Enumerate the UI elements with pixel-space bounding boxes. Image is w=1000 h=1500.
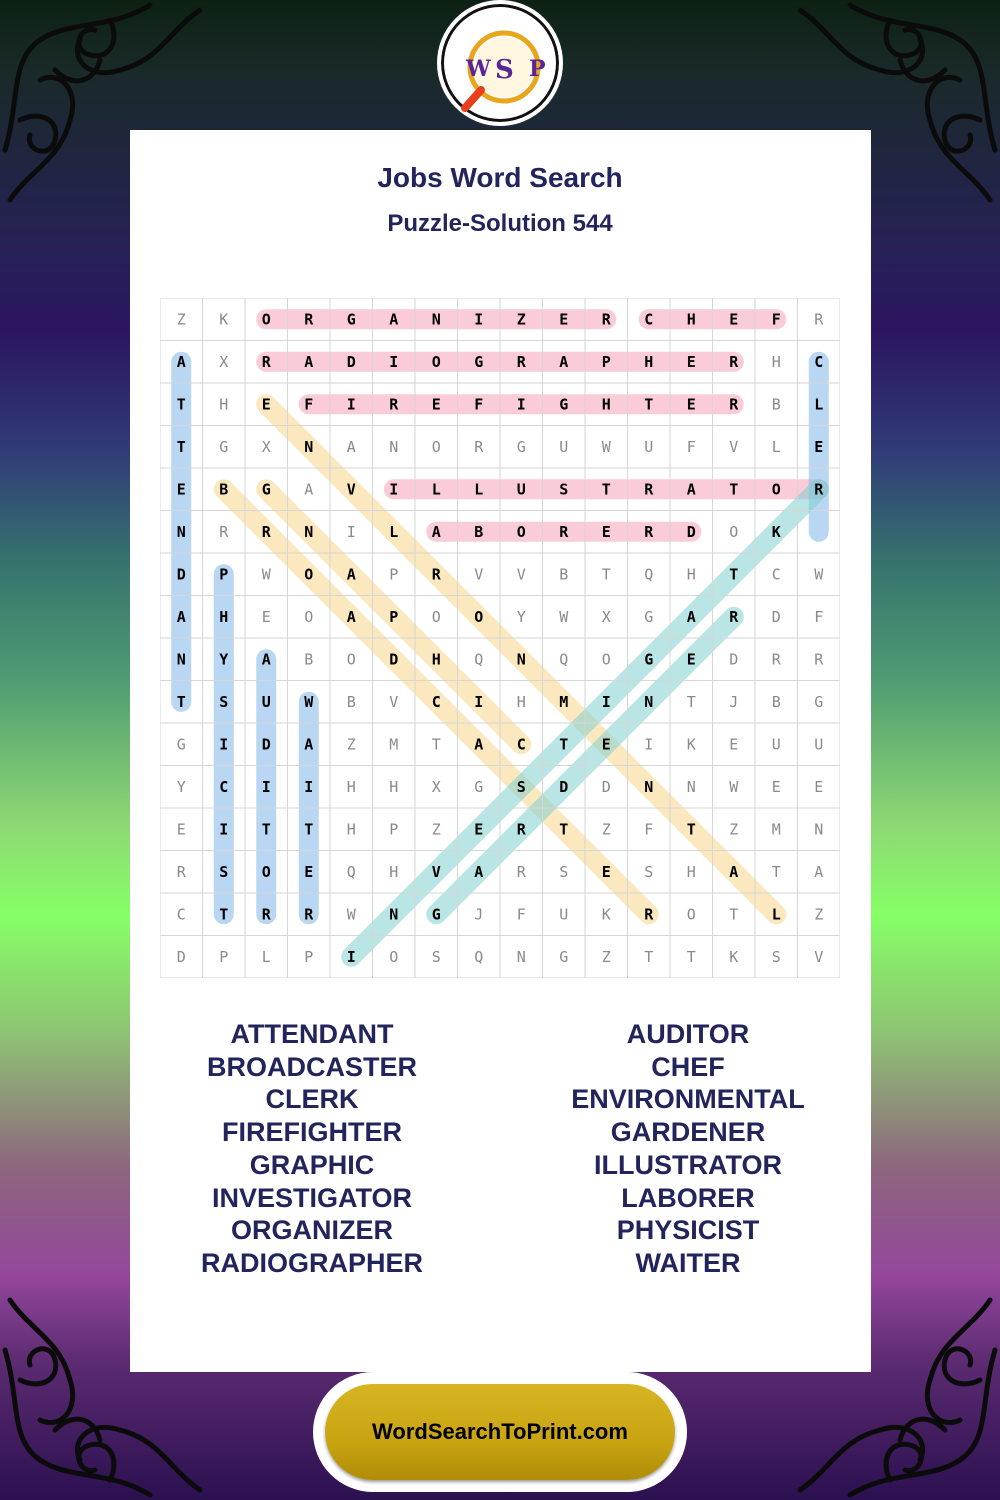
grid-cell[interactable]: S	[559, 862, 569, 881]
grid-cell[interactable]: E	[729, 310, 739, 329]
grid-cell[interactable]: E	[686, 352, 696, 371]
grid-cell[interactable]: F	[304, 395, 314, 414]
grid-cell[interactable]: W	[601, 437, 611, 456]
grid-cell[interactable]: G	[474, 777, 484, 796]
word-item: ILLUSTRATOR	[594, 1149, 782, 1180]
grid-cell[interactable]: N	[304, 522, 314, 541]
grid-cell[interactable]: D	[771, 607, 781, 626]
grid-cell[interactable]: R	[261, 352, 271, 371]
grid-cell[interactable]: N	[814, 820, 824, 839]
grid-cell[interactable]: U	[261, 692, 271, 711]
grid-cell[interactable]: D	[559, 777, 569, 796]
grid-cell[interactable]: G	[559, 395, 569, 414]
grid-cell[interactable]: E	[176, 480, 186, 499]
grid-cell[interactable]: S	[771, 947, 781, 966]
grid-cell[interactable]: A	[346, 437, 356, 456]
grid-cell[interactable]: O	[261, 862, 271, 881]
grid-cell[interactable]: B	[474, 522, 484, 541]
grid-cell[interactable]: I	[644, 735, 654, 754]
word-item: GARDENER	[610, 1117, 766, 1148]
grid-cell[interactable]: L	[389, 522, 399, 541]
grid-cell[interactable]: B	[771, 395, 781, 414]
word-item: CHEF	[651, 1051, 725, 1082]
grid-cell[interactable]: T	[729, 905, 739, 924]
grid-cell[interactable]: E	[771, 777, 781, 796]
grid-cell[interactable]: X	[219, 352, 229, 371]
grid-cell[interactable]: F	[686, 437, 696, 456]
grid-cell[interactable]: G	[474, 352, 484, 371]
grid-cell[interactable]: P	[219, 947, 229, 966]
grid-cell[interactable]: N	[389, 905, 399, 924]
puzzle-title: Jobs Word Search	[377, 162, 623, 193]
grid-cell[interactable]: V	[389, 692, 399, 711]
grid-cell[interactable]: A	[814, 862, 824, 881]
grid-cell[interactable]: T	[729, 565, 739, 584]
grid-cell[interactable]: G	[559, 947, 569, 966]
grid-cell[interactable]: G	[346, 310, 356, 329]
grid-cell[interactable]: O	[389, 947, 399, 966]
grid-cell[interactable]: N	[389, 437, 399, 456]
grid-cell[interactable]: H	[346, 820, 356, 839]
grid-cell[interactable]: N	[516, 947, 526, 966]
word-item: LABORER	[621, 1182, 755, 1213]
grid-cell[interactable]: N	[431, 310, 441, 329]
word-item: GRAPHIC	[249, 1149, 375, 1180]
grid-cell[interactable]: O	[516, 522, 526, 541]
grid-cell[interactable]: T	[601, 565, 611, 584]
grid-cell[interactable]: D	[176, 565, 186, 584]
grid-cell[interactable]: D	[729, 650, 739, 669]
grid-cell[interactable]: I	[474, 692, 484, 711]
grid-cell[interactable]: W	[729, 777, 739, 796]
grid-cell[interactable]: N	[304, 437, 314, 456]
grid-cell[interactable]: I	[389, 352, 399, 371]
word-item: INVESTIGATOR	[211, 1182, 413, 1213]
grid-cell[interactable]: J	[729, 692, 739, 711]
grid-cell[interactable]: K	[601, 905, 611, 924]
grid-cell[interactable]: I	[261, 777, 271, 796]
grid-cell[interactable]: W	[346, 905, 356, 924]
grid-cell[interactable]: Y	[219, 650, 229, 669]
grid-cell[interactable]: L	[474, 480, 484, 499]
grid-cell[interactable]: C	[431, 692, 441, 711]
grid-cell[interactable]: K	[771, 522, 781, 541]
grid-cell[interactable]: W	[559, 607, 569, 626]
site-link-text: WordSearchToPrint.com	[372, 1419, 628, 1444]
grid-cell[interactable]: F	[644, 820, 654, 839]
grid-cell[interactable]: T	[644, 395, 654, 414]
grid-cell[interactable]: Q	[644, 565, 654, 584]
grid-cell[interactable]: K	[729, 947, 739, 966]
grid-cell[interactable]: E	[559, 310, 569, 329]
grid-cell[interactable]: R	[516, 352, 526, 371]
grid-cell[interactable]: X	[261, 437, 271, 456]
grid-cell[interactable]: O	[261, 310, 271, 329]
grid-cell[interactable]: T	[686, 820, 696, 839]
grid-cell[interactable]: C	[771, 565, 781, 584]
grid-cell[interactable]: R	[814, 310, 824, 329]
grid-cell[interactable]: Q	[474, 947, 484, 966]
grid-cell[interactable]: C	[516, 735, 526, 754]
grid-cell[interactable]: G	[814, 692, 824, 711]
grid-cell[interactable]: E	[474, 820, 484, 839]
grid-cell[interactable]: G	[644, 650, 654, 669]
word-list-left	[132, 1018, 492, 1280]
logo-letter-s: S	[495, 55, 514, 85]
grid-cell[interactable]: N	[644, 692, 654, 711]
grid-cell[interactable]: S	[516, 777, 526, 796]
grid-cell[interactable]: O	[431, 607, 441, 626]
grid-cell[interactable]: K	[686, 735, 696, 754]
grid-cell[interactable]: G	[431, 905, 441, 924]
grid-cell[interactable]: V	[474, 565, 484, 584]
grid-cell[interactable]: H	[346, 777, 356, 796]
grid-cell[interactable]: Z	[601, 947, 611, 966]
grid-cell[interactable]: G	[644, 607, 654, 626]
grid-cell[interactable]: Z	[346, 735, 356, 754]
grid-cell[interactable]: Q	[346, 862, 356, 881]
grid-cell[interactable]: I	[219, 820, 229, 839]
grid-cell[interactable]: I	[516, 395, 526, 414]
grid-cell[interactable]: M	[771, 820, 781, 839]
grid-cell[interactable]: R	[389, 395, 399, 414]
grid-cell[interactable]: R	[516, 862, 526, 881]
grid-cell[interactable]: H	[686, 565, 696, 584]
grid-cell[interactable]: U	[559, 905, 569, 924]
grid-cell[interactable]: N	[686, 777, 696, 796]
grid-cell[interactable]: T	[559, 820, 569, 839]
word-item: WAITER	[635, 1247, 741, 1278]
grid-cell[interactable]: A	[474, 862, 484, 881]
grid-cell[interactable]: S	[559, 480, 569, 499]
grid-cell[interactable]: G	[219, 437, 229, 456]
grid-cell[interactable]: A	[346, 565, 356, 584]
grid-cell[interactable]: E	[686, 650, 696, 669]
grid-cell[interactable]: Y	[516, 607, 526, 626]
grid-cell[interactable]: L	[431, 480, 441, 499]
grid-cell[interactable]: R	[261, 905, 271, 924]
grid-cell[interactable]: U	[559, 437, 569, 456]
grid-cell[interactable]: R	[771, 650, 781, 669]
logo-letter-p: P	[529, 56, 546, 82]
magnifier-handle-icon	[465, 90, 481, 108]
grid-cell[interactable]: L	[771, 905, 781, 924]
word-item: CLERK	[265, 1084, 359, 1115]
grid-cell[interactable]: R	[729, 352, 739, 371]
grid-cell[interactable]: T	[771, 862, 781, 881]
grid-cell[interactable]: T	[176, 395, 186, 414]
grid-cell[interactable]: I	[346, 947, 356, 966]
grid-cell[interactable]: V	[729, 437, 739, 456]
grid-cell[interactable]: F	[771, 310, 781, 329]
grid-cell[interactable]: T	[686, 947, 696, 966]
grid-cell[interactable]: A	[176, 607, 186, 626]
grid-cell[interactable]: R	[304, 310, 314, 329]
grid-cell[interactable]: H	[389, 862, 399, 881]
grid-cell[interactable]: E	[729, 735, 739, 754]
grid-cell[interactable]: O	[601, 650, 611, 669]
grid-cell[interactable]: D	[261, 735, 271, 754]
grid-cell[interactable]: T	[559, 735, 569, 754]
grid-cell[interactable]: T	[304, 820, 314, 839]
grid-cell[interactable]: H	[771, 352, 781, 371]
grid-cell[interactable]: O	[431, 437, 441, 456]
grid-cell[interactable]: T	[176, 692, 186, 711]
grid-cell[interactable]: S	[219, 862, 229, 881]
grid-cell[interactable]: C	[644, 310, 654, 329]
grid-cell[interactable]: A	[176, 352, 186, 371]
grid-cell[interactable]: R	[644, 905, 654, 924]
grid-cell[interactable]: I	[346, 522, 356, 541]
grid-cell[interactable]: T	[176, 437, 186, 456]
grid-cell[interactable]: T	[644, 947, 654, 966]
grid-cell[interactable]: B	[559, 565, 569, 584]
word-item: AUDITOR	[626, 1019, 750, 1049]
grid-cell[interactable]: V	[346, 480, 356, 499]
grid-cell[interactable]: P	[389, 607, 399, 626]
grid-cell[interactable]: R	[261, 522, 271, 541]
grid-cell[interactable]: A	[346, 607, 356, 626]
site-link-button[interactable]	[325, 1384, 675, 1480]
grid-cell[interactable]: D	[176, 947, 186, 966]
word-item: ENVIRONMENTAL	[571, 1084, 805, 1115]
wsp-logo[interactable]	[437, 0, 563, 126]
grid-cell[interactable]: R	[601, 310, 611, 329]
grid-cell[interactable]: R	[559, 522, 569, 541]
grid-cell[interactable]: B	[346, 692, 356, 711]
grid-cell[interactable]: E	[304, 862, 314, 881]
grid-cell[interactable]: K	[219, 310, 229, 329]
grid-cell[interactable]: N	[516, 650, 526, 669]
grid-cell[interactable]: T	[219, 905, 229, 924]
grid-cell[interactable]: E	[686, 395, 696, 414]
grid-cell[interactable]: S	[644, 862, 654, 881]
word-item: ORGANIZER	[231, 1215, 393, 1246]
grid-cell[interactable]: W	[261, 565, 271, 584]
grid-cell[interactable]: O	[346, 650, 356, 669]
grid-cell[interactable]: T	[686, 692, 696, 711]
grid-cell[interactable]: R	[644, 522, 654, 541]
grid-cell[interactable]: R	[644, 480, 654, 499]
grid-cell[interactable]: Z	[176, 310, 186, 329]
grid-cell[interactable]: E	[601, 862, 611, 881]
grid-cell[interactable]: P	[304, 947, 314, 966]
grid-cell[interactable]: H	[644, 352, 654, 371]
grid-cell[interactable]: O	[729, 522, 739, 541]
grid-cell[interactable]: B	[304, 650, 314, 669]
grid-cell[interactable]: O	[474, 607, 484, 626]
grid-cell[interactable]: Z	[729, 820, 739, 839]
grid-cell[interactable]: N	[644, 777, 654, 796]
grid-cell[interactable]: A	[304, 352, 314, 371]
grid-cell[interactable]: A	[559, 352, 569, 371]
grid-cell[interactable]: T	[431, 735, 441, 754]
grid-cell[interactable]: A	[474, 735, 484, 754]
grid-cell[interactable]: R	[516, 820, 526, 839]
word-item: RADIOGRAPHER	[200, 1247, 423, 1278]
grid-cell[interactable]: Y	[176, 777, 186, 796]
grid-cell[interactable]: R	[814, 650, 824, 669]
grid-cell[interactable]: P	[601, 352, 611, 371]
grid-cell[interactable]: U	[771, 735, 781, 754]
word-list-right	[508, 1018, 868, 1280]
grid-cell[interactable]: E	[176, 820, 186, 839]
grid-cell[interactable]: A	[389, 310, 399, 329]
grid-cell[interactable]: R	[431, 565, 441, 584]
grid-cell[interactable]: G	[176, 735, 186, 754]
grid-cell[interactable]: B	[219, 480, 229, 499]
grid-cell[interactable]: U	[814, 735, 824, 754]
grid-cell[interactable]: D	[686, 522, 696, 541]
grid-cell[interactable]: I	[389, 480, 399, 499]
grid-cell[interactable]: I	[474, 310, 484, 329]
grid-cell[interactable]: Z	[516, 310, 526, 329]
grid-cell[interactable]: B	[771, 692, 781, 711]
grid-cell[interactable]: R	[304, 905, 314, 924]
grid-cell[interactable]: F	[814, 607, 824, 626]
grid-cell[interactable]: I	[601, 692, 611, 711]
grid-cell[interactable]: D	[601, 777, 611, 796]
grid-cell[interactable]: T	[601, 480, 611, 499]
word-item: ATTENDANT	[230, 1019, 394, 1049]
grid-cell[interactable]: L	[814, 395, 824, 414]
grid-cell[interactable]: Z	[814, 905, 824, 924]
grid-cell[interactable]: C	[176, 905, 186, 924]
grid-cell[interactable]: O	[304, 607, 314, 626]
grid-cell[interactable]: C	[814, 352, 824, 371]
grid-cell[interactable]: D	[389, 650, 399, 669]
grid-cell[interactable]: T	[729, 480, 739, 499]
grid-cell[interactable]: E	[601, 735, 611, 754]
grid-cell[interactable]: H	[601, 395, 611, 414]
grid-cell[interactable]: N	[176, 522, 186, 541]
word-item: FIREFIGHTER	[222, 1117, 402, 1148]
grid-cell[interactable]: D	[346, 352, 356, 371]
word-item: PHYSICIST	[616, 1215, 760, 1246]
word-search-grid[interactable]	[160, 298, 840, 978]
grid-cell[interactable]: T	[261, 820, 271, 839]
grid-cell[interactable]: C	[219, 777, 229, 796]
grid-cell[interactable]: U	[516, 480, 526, 499]
grid-cell[interactable]: H	[686, 862, 696, 881]
grid-cell[interactable]: J	[474, 905, 484, 924]
grid-cell[interactable]: F	[474, 395, 484, 414]
grid-cell[interactable]: Q	[559, 650, 569, 669]
grid-cell[interactable]: M	[559, 692, 569, 711]
grid-cell[interactable]: G	[261, 480, 271, 499]
grid-cell[interactable]: R	[474, 437, 484, 456]
grid-cell[interactable]: S	[431, 947, 441, 966]
grid-cell[interactable]: M	[389, 735, 399, 754]
grid-cell[interactable]: E	[431, 395, 441, 414]
grid-cell[interactable]: W	[304, 692, 314, 711]
grid-cell[interactable]: L	[771, 437, 781, 456]
grid-cell[interactable]: O	[431, 352, 441, 371]
grid-cell[interactable]: P	[389, 565, 399, 584]
grid-cell[interactable]: A	[304, 480, 314, 499]
puzzle-subtitle: Puzzle-Solution 544	[387, 210, 613, 237]
grid-cell[interactable]: P	[389, 820, 399, 839]
grid-cell[interactable]: Z	[601, 820, 611, 839]
word-item: BROADCASTER	[206, 1051, 417, 1082]
grid-cell[interactable]: Q	[474, 650, 484, 669]
grid-cell[interactable]: R	[729, 395, 739, 414]
grid-cell[interactable]: H	[686, 310, 696, 329]
grid-cell[interactable]: G	[516, 437, 526, 456]
grid-cell[interactable]: U	[644, 437, 654, 456]
grid-cell[interactable]: P	[219, 565, 229, 584]
grid-cell[interactable]: E	[814, 437, 824, 456]
grid-cell[interactable]: I	[346, 395, 356, 414]
grid-cell[interactable]: O	[304, 565, 314, 584]
grid-cell[interactable]: I	[219, 735, 229, 754]
grid-cell[interactable]: A	[304, 735, 314, 754]
grid-cell[interactable]: R	[814, 480, 824, 499]
grid-cell[interactable]: H	[219, 607, 229, 626]
grid-cell[interactable]: E	[601, 522, 611, 541]
grid-cell[interactable]: W	[814, 565, 824, 584]
grid-cell[interactable]: H	[431, 650, 441, 669]
grid-cell[interactable]: A	[686, 480, 696, 499]
grid-cell[interactable]: R	[176, 862, 186, 881]
grid-cell[interactable]: X	[431, 777, 441, 796]
grid-cell[interactable]: O	[771, 480, 781, 499]
grid-cell[interactable]: R	[729, 607, 739, 626]
grid-cell[interactable]: O	[686, 905, 696, 924]
grid-cell[interactable]: X	[601, 607, 611, 626]
grid-cell[interactable]: E	[814, 777, 824, 796]
grid-cell[interactable]: V	[814, 947, 824, 966]
grid-cell[interactable]: N	[176, 650, 186, 669]
grid-cell[interactable]: E	[261, 395, 271, 414]
grid-cell[interactable]: A	[261, 650, 271, 669]
grid-cell[interactable]: H	[219, 395, 229, 414]
grid-cell[interactable]: H	[389, 777, 399, 796]
grid-cell[interactable]: Z	[431, 820, 441, 839]
grid-cell[interactable]: H	[516, 692, 526, 711]
grid-cell[interactable]: A	[729, 862, 739, 881]
grid-cell[interactable]: V	[431, 862, 441, 881]
grid-cell[interactable]: A	[431, 522, 441, 541]
grid-cell[interactable]: L	[261, 947, 271, 966]
grid-cell[interactable]: S	[219, 692, 229, 711]
grid-cell[interactable]: I	[304, 777, 314, 796]
grid-cell[interactable]: E	[261, 607, 271, 626]
grid-cell[interactable]: V	[516, 565, 526, 584]
grid-cell[interactable]: R	[219, 522, 229, 541]
grid-cell[interactable]: A	[686, 607, 696, 626]
grid-cell[interactable]: F	[516, 905, 526, 924]
logo-letter-w: W	[466, 56, 491, 82]
